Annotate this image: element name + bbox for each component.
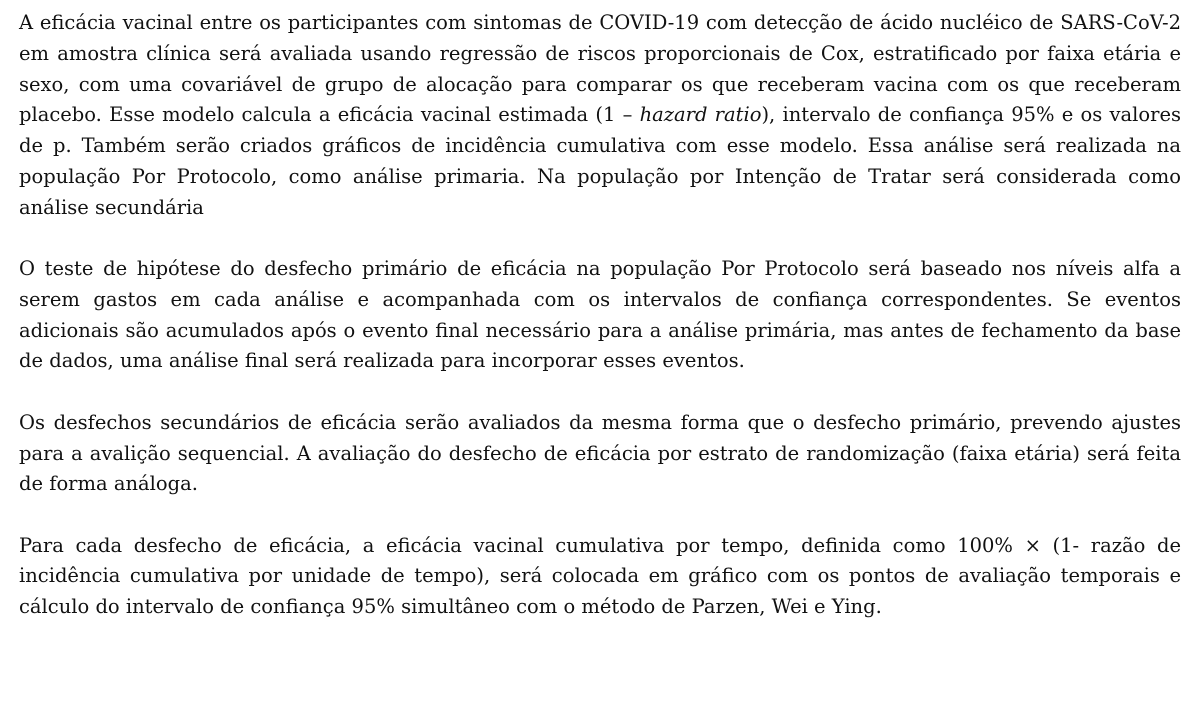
- document-body: [19, 8, 1181, 623]
- hazard-ratio-emphasis: hazard ratio: [639, 103, 762, 127]
- paragraph-secondary-outcomes: Os desfechos secundários de eficácia serão avaliados da mesma forma que o desfecho primário, prevendo ajustes para a avalição sequencial. A avaliação do desfecho de eficácia por estrato de randomização (faixa etária) será feita de forma análoga.: [19, 410, 1181, 496]
- paragraph-cumulative-efficacy: Para cada desfecho de eficácia, a eficácia vacinal cumulativa por tempo, definida como 100% × (1- razão de incidência cumulativa por unidade de tempo), será colocada em gráfico com os pontos de avaliação temporais e cálculo do intervalo de confiança 95% simultâneo com o método de Parzen, Wei e Ying.: [19, 533, 1181, 619]
- paragraph-efficacy-analysis-text-end: ), intervalo de confiança 95% e os valores de p. Também serão criados gráficos de incidência cumulativa com esse modelo. Essa análise será realizada na população Por Protocolo, como análise primaria. Na população por Intenção de Tratar será considerada como análise secundária: [19, 103, 1181, 219]
- paragraph-efficacy-analysis-text-start: A eficácia vacinal entre os participantes com sintomas de COVID-19 com detecção de ácido nucléico de SARS-CoV-2 em amostra clínica será avaliada usando regressão de riscos proporcionais de Cox, estratificado por faixa etária e sexo, com uma covariável de grupo de alocação para comparar os que receberam vacina com os que receberam placebo. Esse modelo calcula a eficácia vacinal estimada (1 –: [19, 11, 1181, 127]
- paragraph-efficacy-analysis: [19, 8, 1181, 224]
- paragraph-hypothesis-test: O teste de hipótese do desfecho primário de eficácia na população Por Protocolo será baseado nos níveis alfa a serem gastos em cada análise e acompanhada com os intervalos de confiança correspondentes. Se eventos adicionais são acumulados após o evento final necessário para a análise primária, mas antes de fechamento da base de dados, uma análise final será realizada para incorporar esses eventos.: [19, 257, 1181, 373]
